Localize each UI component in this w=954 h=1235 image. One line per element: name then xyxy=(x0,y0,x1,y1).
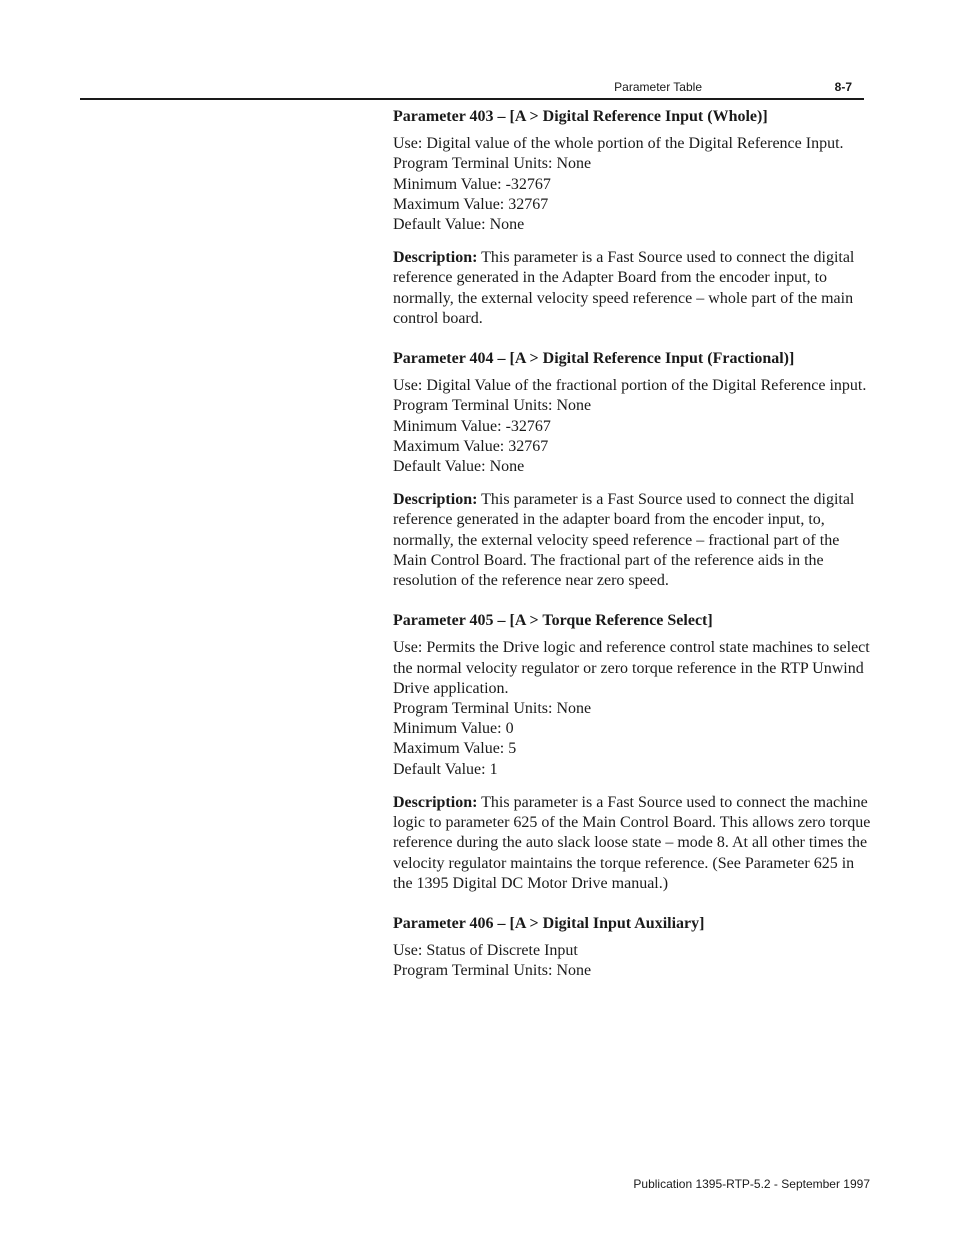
publication-footer: Publication 1395-RTP-5.2 - September 1997 xyxy=(633,1177,870,1191)
use-text: Use: Digital Value of the fractional portion of the Digital Reference input. xyxy=(393,377,867,395)
parameter-404 xyxy=(393,349,871,591)
parameter-use-block xyxy=(393,941,871,981)
description-label: Description: xyxy=(393,491,478,509)
parameter-use-block xyxy=(393,638,871,779)
running-header xyxy=(80,80,864,100)
page-content xyxy=(393,107,871,995)
minimum-value: Minimum Value: 0 xyxy=(393,720,514,738)
default-value: Default Value: None xyxy=(393,458,525,476)
description-text: This parameter is a Fast Source used to connect the digital reference generated in the Adapter Board from the encoder input, to normally, the external velocity speed reference – whole part of the main control board. xyxy=(393,249,855,327)
maximum-value: Maximum Value: 32767 xyxy=(393,195,549,213)
default-value: Default Value: None xyxy=(393,216,525,234)
use-text: Use: Digital value of the whole portion of the Digital Reference Input. xyxy=(393,135,844,153)
maximum-value: Maximum Value: 5 xyxy=(393,740,517,758)
use-text: Use: Status of Discrete Input xyxy=(393,942,578,960)
parameter-description xyxy=(393,490,871,591)
description-label: Description: xyxy=(393,793,478,811)
parameter-heading: Parameter 406 – [A > Digital Input Auxiliary] xyxy=(393,914,705,932)
description-text: This parameter is a Fast Source used to connect the machine logic to parameter 625 of the Main Control Board. This allows zero torque reference during the auto slack loose state – mode 8. At all other times the velocity regulator maintains the torque reference. (See Parameter 625 in the 1395 Digital DC Motor Drive manual.) xyxy=(393,793,871,892)
description-label: Description: xyxy=(393,249,478,267)
section-title: Parameter Table xyxy=(614,80,702,94)
parameter-403 xyxy=(393,107,871,329)
maximum-value: Maximum Value: 32767 xyxy=(393,437,549,455)
description-text: This parameter is a Fast Source used to connect the digital reference generated in the adapter board from the encoder input, to, normally, the external velocity speed reference – fractional part of the Main Control Board. The fractional part of the reference aids in the resolution of the reference near zero speed. xyxy=(393,491,855,590)
parameter-use-block xyxy=(393,376,871,477)
parameter-description xyxy=(393,248,871,329)
default-value: Default Value: 1 xyxy=(393,760,498,778)
units-text: Program Terminal Units: None xyxy=(393,155,592,173)
parameter-heading: Parameter 403 – [A > Digital Reference Input (Whole)] xyxy=(393,108,768,125)
parameter-405 xyxy=(393,611,871,894)
units-text: Program Terminal Units: None xyxy=(393,397,592,415)
minimum-value: Minimum Value: -32767 xyxy=(393,175,551,193)
parameter-heading: Parameter 404 – [A > Digital Reference Input (Fractional)] xyxy=(393,350,795,368)
parameter-description xyxy=(393,793,871,894)
parameter-heading: Parameter 405 – [A > Torque Reference Select] xyxy=(393,612,713,630)
minimum-value: Minimum Value: -32767 xyxy=(393,417,551,435)
page-number: 8-7 xyxy=(834,80,852,94)
units-text: Program Terminal Units: None xyxy=(393,700,592,718)
parameter-406 xyxy=(393,914,871,982)
use-text: Use: Permits the Drive logic and reference control state machines to select the normal velocity regulator or zero torque reference in the RTP Unwind Drive application. xyxy=(393,639,870,697)
parameter-use-block xyxy=(393,134,871,235)
units-text: Program Terminal Units: None xyxy=(393,962,592,980)
